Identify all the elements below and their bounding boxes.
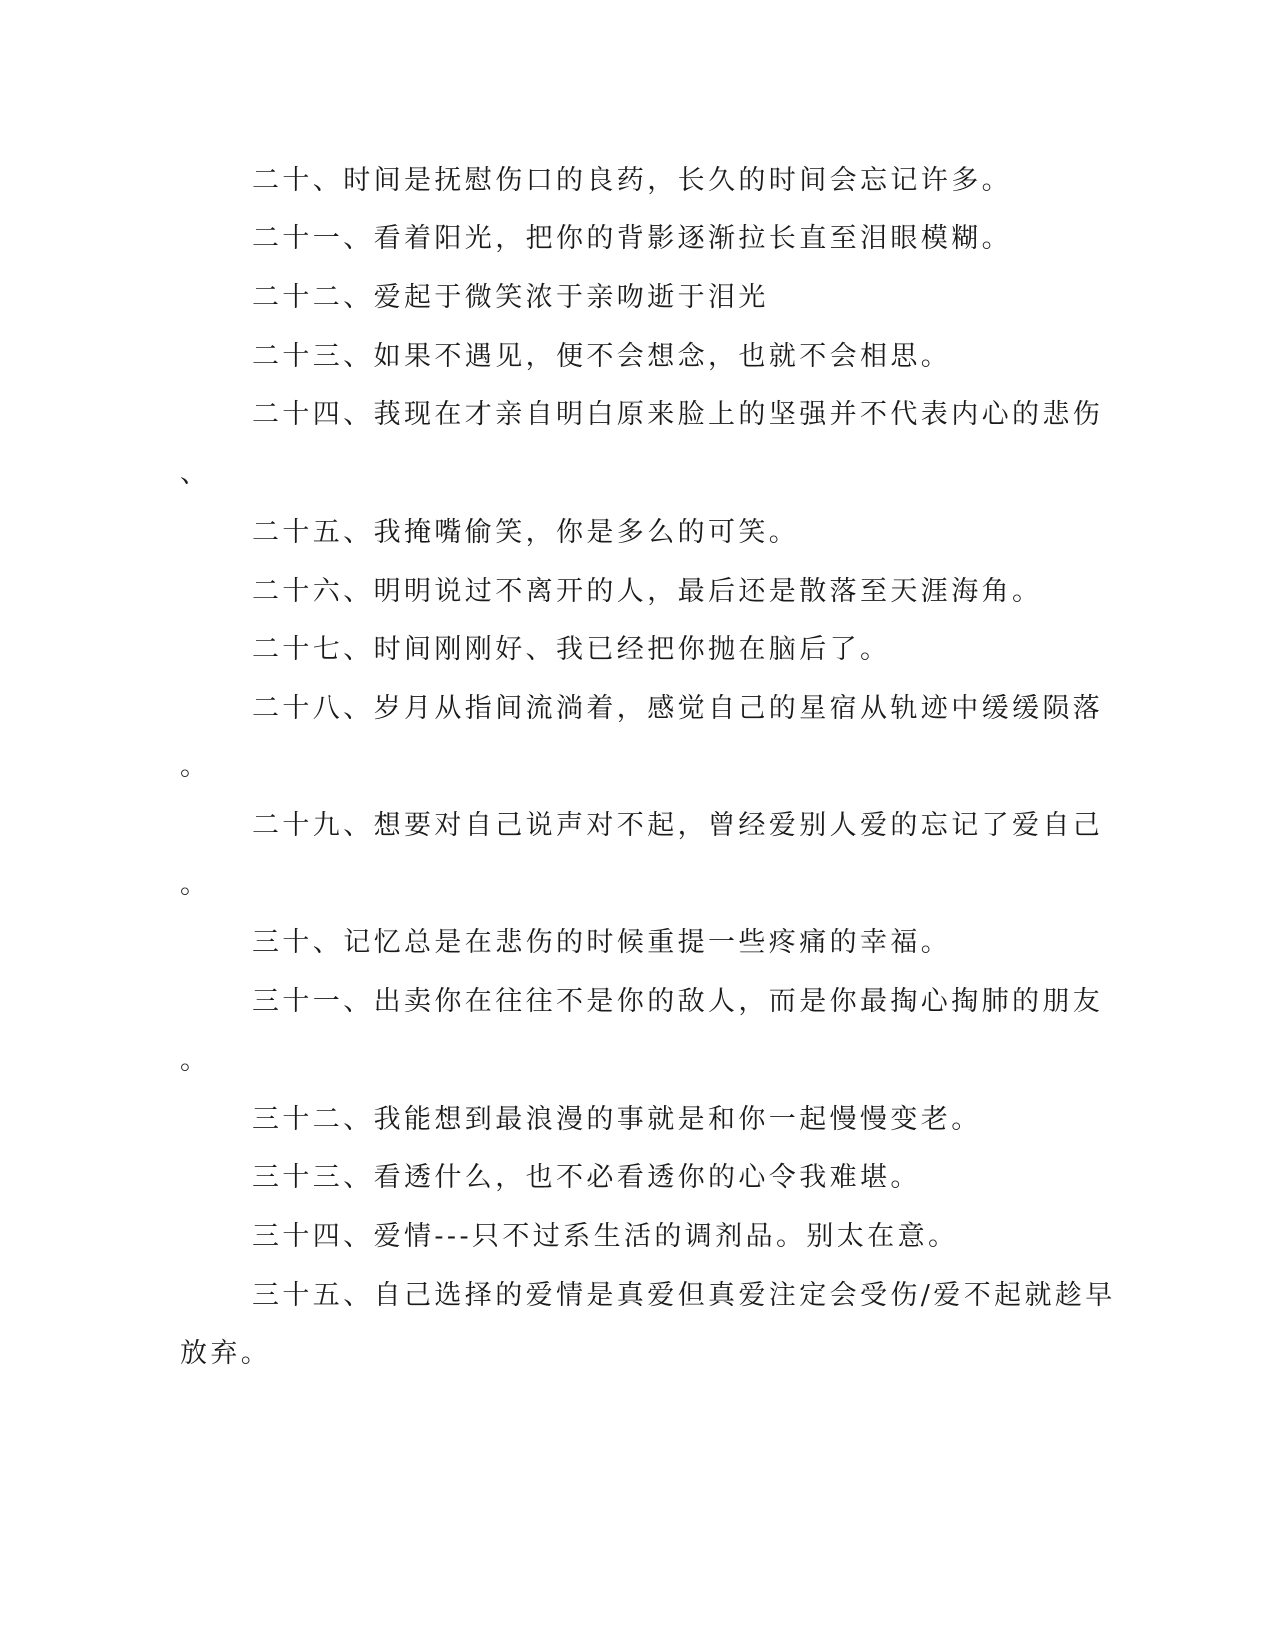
paragraph-line: 放弃。	[180, 1338, 272, 1369]
paragraph-line: 三十三、看透什么，也不必看透你的心令我难堪。	[252, 1162, 921, 1193]
paragraph-line: 二十六、明明说过不离开的人，最后还是散落至天涯海角。	[252, 576, 1043, 607]
paragraph-line: 二十九、想要对自己说声对不起，曾经爱别人爱的忘记了爱自己	[252, 810, 1104, 841]
paragraph-line: 。	[180, 869, 211, 900]
paragraph-line: 、	[180, 458, 211, 489]
paragraph-line: 二十三、如果不遇见，便不会想念，也就不会相思。	[252, 341, 952, 372]
paragraph-line: 三十二、我能想到最浪漫的事就是和你一起慢慢变老。	[252, 1104, 982, 1135]
paragraph-line: 三十一、出卖你在往往不是你的敌人，而是你最掏心掏肺的朋友	[252, 986, 1104, 1017]
paragraph-line: 三十四、爱情---只不过系生活的调剂品。别太在意。	[252, 1221, 959, 1252]
paragraph-line: 二十七、时间刚刚好、我已经把你抛在脑后了。	[252, 634, 891, 665]
paragraph-line: 二十八、岁月从指间流淌着，感觉自己的星宿从轨迹中缓缓陨落	[252, 693, 1104, 724]
paragraph-line: 二十一、看着阳光，把你的背影逐渐拉长直至泪眼模糊。	[252, 223, 1012, 254]
paragraph-line: 二十五、我掩嘴偷笑，你是多么的可笑。	[252, 517, 800, 548]
paragraph-line: 二十二、爱起于微笑浓于亲吻逝于泪光	[252, 282, 769, 313]
paragraph-line: 。	[180, 751, 211, 782]
paragraph-line: 。	[180, 1045, 211, 1076]
paragraph-line: 二十、时间是抚慰伤口的良药，长久的时间会忘记许多。	[252, 165, 1012, 196]
paragraph-line: 三十五、自己选择的爱情是真爱但真爱注定会受伤/爱不起就趁早	[252, 1280, 1116, 1311]
paragraph-line: 三十、记忆总是在悲伤的时候重提一些疼痛的幸福。	[252, 927, 952, 958]
paragraph-line: 二十四、莪现在才亲自明白原来脸上的坚强并不代表内心的悲伤	[252, 399, 1104, 430]
